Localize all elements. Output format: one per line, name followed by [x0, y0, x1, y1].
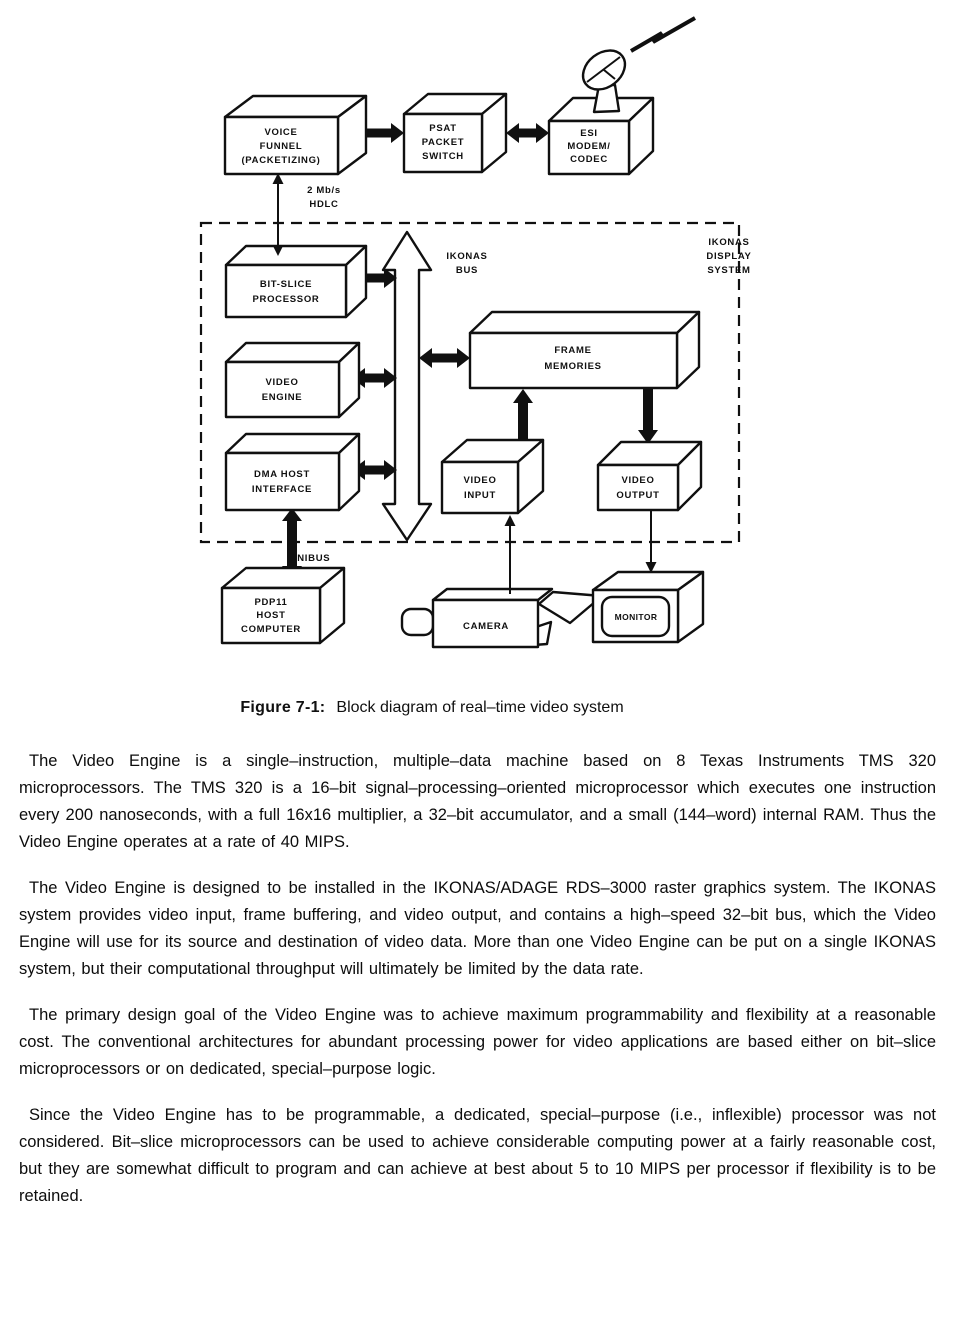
paragraph-1: The Video Engine is a single–instruction, multiple–data machine based on 8 Texas Instruments TMS 320 microprocessors. The TMS 320 is a 16–bit signal–processing–oriented microprocessor which executes one instruction every 200 nanoseconds, with a full 16x16 multiplier, a 32–bit accumulator, and a small (144–word) internal RAM. Thus the Video Engine operates at a rate of 40 MIPS.: [19, 752, 936, 851]
body-text: [19, 748, 936, 1229]
monitor-label: MONITOR: [614, 612, 658, 622]
pdp11-label: COMPUTER: [241, 624, 301, 635]
pdp11-label: HOST: [256, 610, 286, 621]
bitslice-front: [226, 265, 346, 317]
pdp11-label: PDP11: [254, 597, 288, 608]
camera-icon: [402, 589, 602, 647]
videooutput-label: VIDEO: [621, 475, 655, 486]
figure-caption: [0, 699, 864, 717]
psat-label: SWITCH: [422, 151, 464, 162]
ikonas-display-system-label: IKONAS: [708, 237, 750, 248]
ikonas-bus-label: IKONAS: [446, 251, 488, 262]
videoinput-label: INPUT: [464, 490, 496, 501]
dmahost-front: [226, 453, 339, 510]
videoengine-front: [226, 362, 339, 417]
dmahost-label: DMA HOST: [254, 469, 310, 480]
videooutput-label: OUTPUT: [616, 490, 660, 501]
video-input-box: [442, 440, 543, 513]
paragraph-3: The primary design goal of the Video Engine was to achieve maximum programmability and flexibility at a reasonable cost. The conventional architectures for abundant processing power for video applications are based either on bit–slice microprocessors or on dedicated, special–purpose logic.: [19, 1006, 936, 1078]
video-engine-box: [226, 343, 359, 417]
frame-memories-box: [470, 312, 699, 388]
camera-top: [433, 589, 552, 600]
bit-slice-processor-box: [226, 246, 366, 317]
framememories-label: MEMORIES: [544, 361, 602, 372]
pdp11-host-computer-box: [222, 568, 344, 643]
camera-lens: [402, 609, 433, 635]
dmahost-top: [226, 434, 359, 453]
camera-videoinput-link: [505, 515, 516, 594]
link-rate-label: HDLC: [309, 199, 339, 210]
framememories-top: [470, 312, 699, 333]
bitslice-top: [226, 246, 366, 265]
bitslice-label: PROCESSOR: [252, 294, 320, 305]
videoinput-label: VIDEO: [463, 475, 497, 486]
voice-funnel-label: VOICE: [264, 127, 298, 138]
psat-packet-switch-box: [404, 94, 506, 172]
videoengine-top: [226, 343, 359, 362]
figure-caption-number: Figure 7-1:: [240, 699, 326, 716]
framememories-label: FRAME: [554, 345, 592, 356]
videooutput-front: [598, 465, 678, 510]
arrow-bus-framememories: [419, 348, 470, 368]
videoengine-label: VIDEO: [265, 377, 299, 388]
dmahost-label: INTERFACE: [251, 484, 313, 495]
voice-funnel-box: [225, 96, 366, 174]
voicefunnel-bitslice-link: [273, 173, 284, 256]
arrowhead-up: [505, 515, 516, 526]
camera-label: CAMERA: [463, 621, 509, 632]
unibus-label: UNIBUS: [289, 553, 331, 564]
esi-label: MODEM/: [567, 141, 611, 152]
bitslice-label: BIT-SLICE: [259, 279, 313, 290]
ikonas-bus-label: BUS: [455, 265, 479, 276]
paragraph-2: The Video Engine is designed to be installed in the IKONAS/ADAGE RDS–3000 raster graphics system. The IKONAS system provides video input, frame buffering, and video output, and contains a high–speed 32–bit bus, which the Video Engine will use for its source and destination of video data. More than one Video Engine can be put on a single IKONAS system, but their computational throughput will ultimately be limited by the data rate.: [19, 879, 936, 978]
esi-label: ESI: [580, 128, 598, 139]
psat-label: PACKET: [421, 137, 465, 148]
voice-funnel-label: (PACKETIZING): [241, 155, 321, 166]
ikonas-display-system-label: DISPLAY: [706, 251, 752, 262]
paragraph-4: Since the Video Engine has to be programmable, a dedicated, special–purpose (i.e., inflexible) processor was not considered. Bit–slice microprocessors can be used to achieve considerable computing power at a fairly reasonable cost, but they are somewhat difficult to program and can achieve at best about 5 to 10 MIPS per processor if flexibility is to be retained.: [19, 1106, 936, 1205]
psat-label: PSAT: [429, 123, 457, 134]
arrow-psat-esi: [506, 123, 549, 143]
ikonas-display-system-label: SYSTEM: [707, 265, 751, 276]
video-output-box: [598, 442, 701, 510]
esi-label: CODEC: [570, 154, 608, 165]
videoengine-label: ENGINE: [261, 392, 303, 403]
monitor-icon: [593, 572, 703, 642]
dma-host-interface-box: [226, 434, 359, 510]
radio-signal-bolt-icon: [631, 18, 695, 51]
arrow-framememories-videooutput: [638, 388, 658, 444]
link-rate-label: 2 Mb/s: [307, 185, 341, 196]
voice-funnel-label: FUNNEL: [259, 141, 303, 152]
videoinput-front: [442, 462, 518, 513]
figure-caption-text: Block diagram of real–time video system: [336, 699, 624, 716]
